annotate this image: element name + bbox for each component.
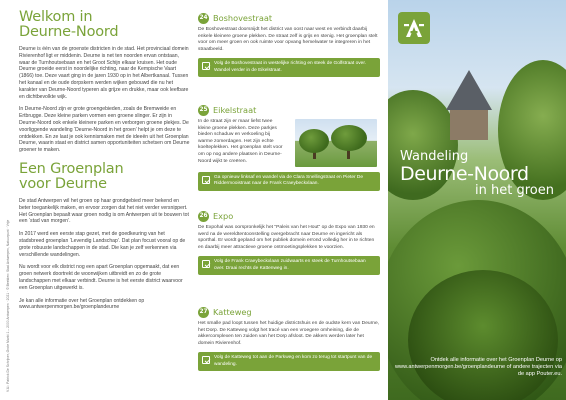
cover-title-line2: Deurne-Noord [400,163,529,185]
groenplan-title [19,162,191,192]
stop-number-badge: 25 [198,105,209,116]
cover-panel [388,0,566,400]
stop-content-row [198,119,380,167]
groenplan-paragraph: In 2017 werd een eerste stap gezet, met de goedkeuring van het stadsbreed groenplan ‘Levendig Landschap’. Dat plan focust vooral op de grote robuuste landschappen in de stad. Die kan je zelf verkennen via verschillende wandelingen. [19,231,186,258]
groenplan-paragraph: Nu wordt voor elk district nog een apart Groenplan opgemaakt, dat een groen netwerk doortrekt de woonwijken uitbreidt en zo de grote landschappen met elkaar verbindt. Deurne is het eerste district waarvoor een Groenplan uitgewerkt is. [19,264,183,291]
stop-header [198,306,380,318]
welcome-title-line1: Welkom in [19,10,93,25]
route-tip-text: Volg de Boshovestraat in westelijke richting en steek de Golfstraat over. Wandel verder in de Eikelstraat. [214,61,366,73]
cover-title-line1: Wandeling [400,149,469,164]
antwerpen-logo [398,12,430,44]
route-tip [198,256,380,275]
route-arrow-icon [202,260,210,268]
stop-header [198,104,380,116]
stop-number-badge: 26 [198,211,209,222]
route-tip [198,352,380,371]
stop-title: Eikelstraat [213,105,257,115]
stop-number-badge: 27 [198,307,209,318]
welcome-title [19,10,191,40]
route-tip [198,58,380,77]
stop-title: Boshovestraat [213,13,273,23]
route-tip-text: Ga opnieuw linksaf en wandel via de Clara Snellingstraat en Pieter De Riddermooistraat naar de Frank Craeybeckxlaan. [214,175,364,187]
stop-27 [198,306,380,371]
route-tip-text: Volg de Katteweg tot aan de Parkweg en kom zo terug tot startpunt van de wandeling. [214,355,373,367]
groenplan-title-line2: voor Deurne [19,175,107,192]
a-logo-icon [402,16,426,40]
welcome-paragraph: In Deurne-Noord zijn er grote groengebieden, zoals de Bremweide en Ertbrugge. Deze kleine parken vormen een groene slinger. Er zijn in Deurne-Noord ook enkele kleinere parken en verborgen groene plekjes. De voorliggende wandeling ‘Deurne-Noord in het groen’ helpt je om deze te ontdekken. En ze laat je ook kennismaken met de ideeën uit het Groenplan Deurne, waarin staat en district samen opportuniteiten schetsen om Deurne groener te maken. [19,106,190,154]
stop-24 [198,12,380,77]
stop-text: De Expohal was oorspronkelijk het "Paleis van het Hout" op de Expo van 1930 en werd na de wereldtentoonstelling overgebracht naar Deurne en ingericht als sporthal. Er wordt gepland om het publiek domein errond volledig her in te richten en daarbij meer attractieve groene ontmoetingsplekken te voorzien. [198,225,375,250]
cover-title [400,150,560,198]
stop-text: De Boshovestraat doorsnijdt het district van oost naar west en verbindt daarbij enkele kleinere groene plekken. De straat zelf is grijs en stenig. Het groenplan stelt voor om meer groen en ook ruimte voor opvang hemelwater te integreren in het straatbeeld. [198,27,378,52]
stop-26 [198,210,380,275]
stops-column [198,10,380,395]
stop-title: Katteweg [213,307,252,317]
stop-header [198,12,380,24]
imprint-text: V.U.: Patrick De Schrijver, Grote Markt 1 – 2000 Antwerpen · 2021 · © Beelden: Stad Antwerpen, Natuurpunt · Vrije [6,219,10,392]
welcome-paragraph: Deurne is één van de groenste districten in de stad. Het provinciaal domein Rivierenhof ligt er middenin. Deurne is net ten noorden ervan ontstaan, waar de Turnhoutsebaan en het Groot Schijn elkaar kruisen. Het oude Deurne groeide eerst in noordelijke richting, naar de Kempische Vaart (1866) toe. Deze vaart ging in de jaren 1930 op in het Albertkanaal. Tussen het kanaal en de oude dorpskern werden wijken gebouwd die nu het karakter van Deurne-Noord typeren als grijze en drukke, maar ook leefbare en dichtbevolkte wijk. [19,46,189,100]
cover-footer: Ontdek alle informatie over het Groenplan Deurne op www.antwerpenmorgen.be/groenplandeurne of andere trajecten via de app Pouter.eu. [395,357,562,378]
stop-number-badge: 24 [198,13,209,24]
stop-title: Expo [213,211,234,221]
stop-text: Het smalle pad loopt tussen het huidige districtshuis en de oudste kern van Deurne, het Dorp. De Katteweg volgt het tracé van een vroegere omheining, die de akkercomplexen ten zuiden van het Dorp afsloot. De akkers werden later het domein Rivierenhof. [198,321,380,346]
route-tip-text: Volg de Frank Craeybeckxlaan zuidwaarts en steek de Turnhoutsebaan over. Draai rechts de Kattenweg in. [214,259,366,271]
groenplan-body [19,198,191,311]
groenplan-paragraph: De stad Antwerpen wil het groen op haar grondgebied meer bekend en beter toegankelijk maken, en ervoor zorgen dat het niet verder versnippert. Het Groenplan bepaalt waar groen nodig is om Antwerpen uit te bouwen tot een ‘stad van morgen’. [19,197,189,225]
groenplan-paragraph: Je kan alle informatie over het Groenplan ontdekken op www.antwerpenmorgen.be/groenplandeurne [19,297,145,311]
welcome-body [19,46,191,154]
park-photo [295,119,377,167]
cover-title-line3: in het groen [475,183,554,198]
route-tip [198,172,380,191]
stop-text: In de straat zijn er maar liefst twee kleine groene plekken. Deze parkjes bieden schaduw en verkoeling bij warme zomerdagen. Het zijn echte koelteplekken. Het groenplan stelt voor om op nog andere plaatsen in Deurne-Noord wijkt te creëren. [198,119,283,164]
imprint-strip [1,12,11,392]
route-arrow-icon [202,356,210,364]
church-illustration [446,70,492,140]
intro-column [19,10,191,395]
stop-25 [198,104,380,191]
route-arrow-icon [202,62,210,70]
stop-header [198,210,380,222]
route-arrow-icon [202,176,210,184]
welcome-title-line2: Deurne-Noord [19,24,119,40]
groenplan-title-line1: Een Groenplan [19,160,124,177]
